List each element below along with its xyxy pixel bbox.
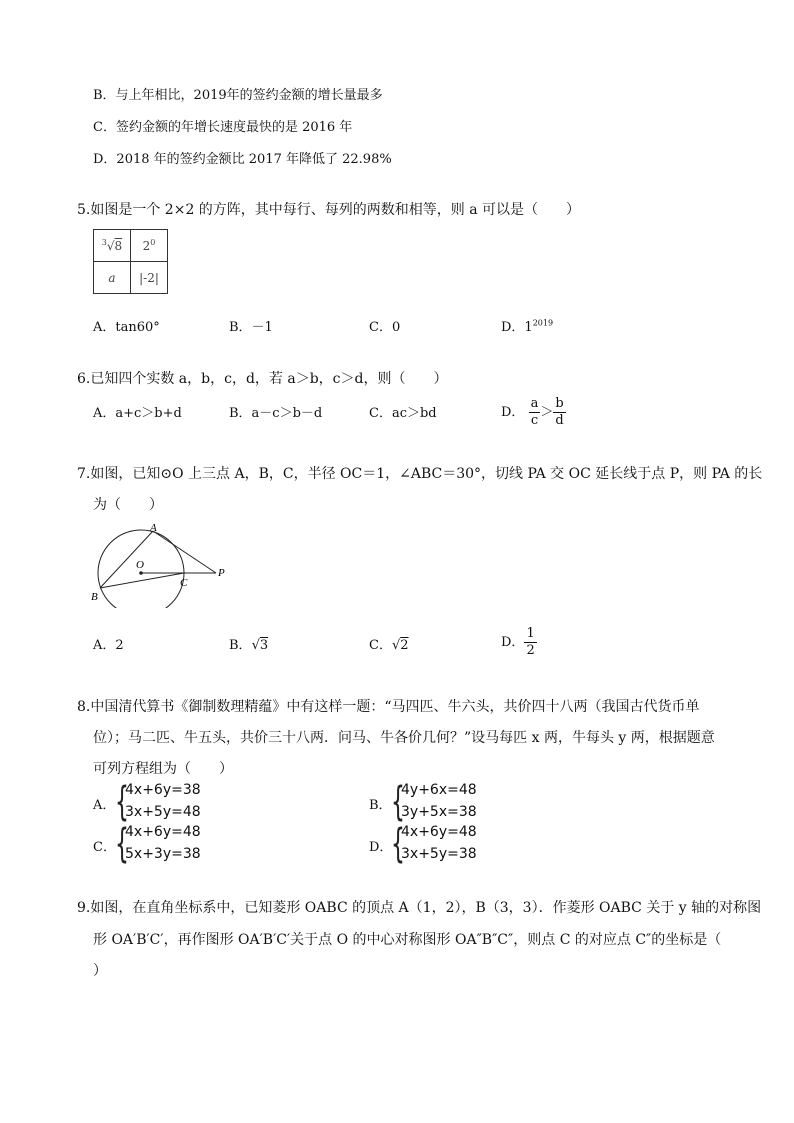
- q5-cell-abs: |-2|: [131, 262, 168, 294]
- q5-option-a: A．tan60°: [93, 320, 160, 335]
- q7-stem-line1: 7.如图，已知⊙O 上三点 A，B，C，半径 OC＝1，∠ABC＝30°，切线 PA 交 OC 延长线于点 P，则 PA 的长: [77, 466, 763, 482]
- q7-option-c: C．√2: [369, 638, 409, 653]
- q8-option-a-label: A．: [93, 798, 116, 813]
- q4-option-c: C．签约金额的年增长速度最快的是 2016 年: [93, 120, 353, 135]
- q8-d-eq1: 4x+6y=48: [401, 824, 477, 840]
- q7-label-a: A: [150, 522, 157, 534]
- q7-circle-figure: [88, 518, 238, 608]
- q8-option-d: [369, 821, 629, 868]
- q8-c-eq1: 4x+6y=48: [125, 824, 201, 840]
- q6-stem: 6.已知四个实数 a，b，c，d，若 a＞b，c＞d，则（ ）: [77, 371, 448, 387]
- q6-option-c: C．ac＞bd: [369, 406, 437, 421]
- q9-line2: 形 OA′B′C′，再作图形 OA′B′C′关于点 O 的中心对称图形 OA″B″C″，则点 C 的对应点 C″的坐标是（: [93, 932, 722, 948]
- q5-option-b: B．－1: [229, 320, 273, 335]
- q8-option-b: [369, 779, 629, 826]
- q8-d-eq2: 3x+5y=38: [401, 846, 477, 862]
- q7-label-p: P: [218, 567, 225, 579]
- q7-label-o: O: [136, 559, 144, 571]
- q5-option-c: C．0: [369, 320, 401, 335]
- q8-b-eq1: 4y+6x=48: [401, 782, 477, 798]
- q7-option-b: B．√3: [229, 638, 269, 653]
- q8-line3: 可列方程组为（ ）: [93, 761, 233, 777]
- q8-brace-c: {: [115, 821, 129, 867]
- q8-a-eq1: 4x+6y=38: [125, 782, 201, 798]
- q8-option-c: [93, 821, 353, 868]
- q7-label-b: B: [91, 591, 98, 603]
- q7-label-c: C: [180, 577, 188, 589]
- q7-stem-line2: 为（ ）: [93, 497, 163, 513]
- q8-b-eq2: 3y+5x=38: [401, 804, 477, 820]
- q5-option-d: D．$1^{2019}$: [501, 318, 554, 335]
- q6-option-d: D． $\frac{a}{c}$ ＞ $\frac{b}{d}$: [501, 396, 564, 428]
- q7-chord-bc: [100, 573, 184, 588]
- q4-option-d: D．2018 年的签约金额比 2017 年降低了 22.98%: [93, 152, 392, 167]
- q8-brace-b: {: [391, 779, 405, 825]
- q8-brace-a: {: [115, 779, 129, 825]
- q8-a-eq2: 3x+5y=48: [125, 804, 201, 820]
- q8-option-c-label: C．: [93, 840, 116, 855]
- q8-brace-d: {: [391, 821, 405, 867]
- q7-option-a: A．2: [93, 638, 124, 653]
- q6-option-a: A．a+c＞b+d: [93, 406, 182, 421]
- q7-option-d: D． $\frac{1}{2}$: [501, 626, 535, 658]
- q5-matrix: [93, 229, 168, 294]
- q5-stem: 5.如图是一个 2×2 的方阵，其中每行、每列的两数和相等，则 a 可以是（ ）: [77, 202, 581, 218]
- q5-cell-cube-root: $^3$√8: [94, 230, 131, 262]
- q8-line2: 位）；马二匹、牛五头，共价三十八两．问马、牛各价几何？”设马每匹 x 两，牛每头 y 两，根据题意: [93, 730, 715, 746]
- q8-option-b-label: B．: [369, 798, 392, 813]
- q4-option-b: B．与上年相比，2019年的签约金额的增长量最多: [93, 88, 383, 103]
- q8-option-a: [93, 779, 353, 826]
- q7-tangent-pa: [153, 531, 216, 573]
- q8-line1: 8.中国清代算书《御制数理精蕴》中有这样一题：“马四匹、牛六头，共价四十八两（我国古代货币单: [77, 699, 700, 715]
- q7-center-dot: [139, 571, 143, 575]
- q9-line3: ）: [93, 963, 107, 979]
- q8-c-eq2: 5x+3y=38: [125, 846, 201, 862]
- q6-option-b: B．a－c＞b－d: [229, 406, 323, 421]
- q9-line1: 9.如图，在直角坐标系中，已知菱形 OABC 的顶点 A（1，2），B（3，3）．作菱形 OABC 关于 y 轴的对称图: [77, 900, 762, 916]
- q8-option-d-label: D．: [369, 840, 393, 855]
- q5-cell-power: $2^0$: [131, 230, 168, 262]
- q5-cell-a: a: [94, 262, 131, 294]
